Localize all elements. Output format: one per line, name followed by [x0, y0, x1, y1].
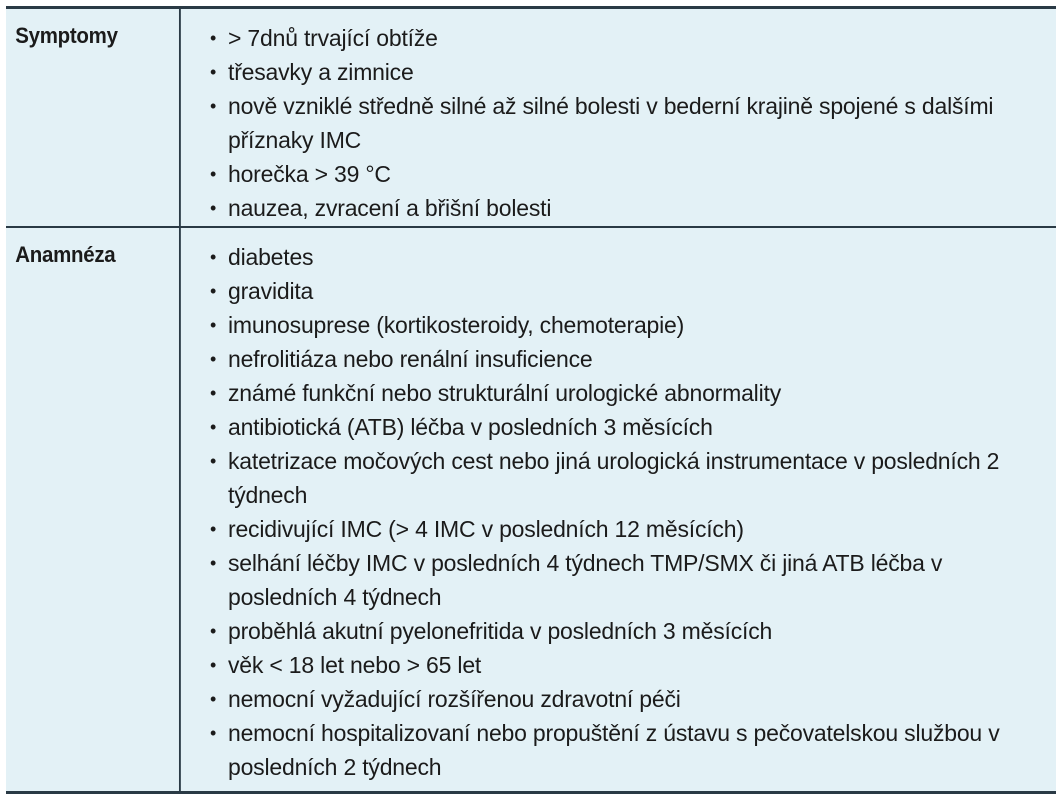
row-label-history: Anamnéza: [6, 228, 181, 791]
bullet-icon: •: [210, 28, 217, 48]
table-row-history: [6, 228, 1056, 791]
list-item: [210, 55, 1056, 89]
symptoms-cell: [194, 9, 1056, 226]
list-item: [210, 240, 1056, 274]
list-item: [210, 716, 1056, 784]
bullet-icon: •: [210, 198, 217, 218]
list-item: [210, 342, 1056, 376]
list-item-text: nauzea, zvracení a břišní bolesti: [228, 195, 552, 221]
list-item-text: nově vzniklé středně silné až silné bolesti v bederní krajině spojené s dalšími příznaky IMC: [228, 93, 994, 153]
bullet-icon: •: [210, 655, 217, 675]
history-cell: [194, 228, 1056, 791]
bullet-icon: •: [210, 349, 217, 369]
list-item-text: nefrolitiáza nebo renální insuficience: [228, 346, 593, 372]
list-item: [210, 274, 1056, 308]
list-item-text: nemocní hospitalizovaní nebo propuštění z ústavu s pečovatelskou službou v posledních 2 týdnech: [228, 720, 1000, 780]
bullet-icon: •: [210, 383, 217, 403]
list-item-text: gravidita: [228, 278, 314, 304]
list-item: [210, 410, 1056, 444]
bullet-icon: •: [210, 723, 217, 743]
list-item-text: imunosuprese (kortikosteroidy, chemoterapie): [228, 312, 685, 338]
risk-factors-table: [6, 6, 1056, 794]
list-item-text: > 7dnů trvající obtíže: [228, 25, 438, 51]
list-item: [210, 512, 1056, 546]
bullet-icon: •: [210, 621, 217, 641]
bullet-icon: •: [210, 164, 217, 184]
list-item: [210, 376, 1056, 410]
list-item: [210, 682, 1056, 716]
list-item-text: věk < 18 let nebo > 65 let: [228, 652, 482, 678]
list-item-text: známé funkční nebo strukturální urologické abnormality: [228, 380, 781, 406]
list-item-text: selhání léčby IMC v posledních 4 týdnech TMP/SMX či jiná ATB léčba v posledních 4 týdnech: [228, 550, 943, 610]
bullet-icon: •: [210, 315, 217, 335]
bullet-icon: •: [210, 96, 217, 116]
list-item-text: recidivující IMC (> 4 IMC v posledních 12 měsících): [228, 516, 744, 542]
row-label-symptoms: Symptomy: [6, 9, 181, 226]
history-list: [210, 240, 1056, 784]
bullet-icon: •: [210, 553, 217, 573]
bullet-icon: •: [210, 62, 217, 82]
bullet-icon: •: [210, 247, 217, 267]
bullet-icon: •: [210, 451, 217, 471]
list-item: [210, 191, 1056, 225]
symptoms-list: [210, 21, 1056, 225]
bullet-icon: •: [210, 417, 217, 437]
bullet-icon: •: [210, 689, 217, 709]
list-item: [210, 308, 1056, 342]
bullet-icon: •: [210, 281, 217, 301]
list-item: [210, 444, 1056, 512]
list-item-text: katetrizace močových cest nebo jiná urologická instrumentace v posledních 2 týdnech: [228, 448, 1000, 508]
bullet-icon: •: [210, 519, 217, 539]
list-item: [210, 648, 1056, 682]
list-item-text: diabetes: [228, 244, 314, 270]
list-item-text: antibiotická (ATB) léčba v posledních 3 měsících: [228, 414, 713, 440]
list-item: [210, 89, 1056, 157]
table-row-symptoms: [6, 9, 1056, 228]
list-item-text: horečka > 39 °C: [228, 161, 391, 187]
list-item-text: nemocní vyžadující rozšířenou zdravotní péči: [228, 686, 681, 712]
list-item-text: proběhlá akutní pyelonefritida v posledních 3 měsících: [228, 618, 773, 644]
list-item: [210, 21, 1056, 55]
list-item: [210, 546, 1056, 614]
list-item: [210, 157, 1056, 191]
list-item: [210, 614, 1056, 648]
list-item-text: třesavky a zimnice: [228, 59, 414, 85]
